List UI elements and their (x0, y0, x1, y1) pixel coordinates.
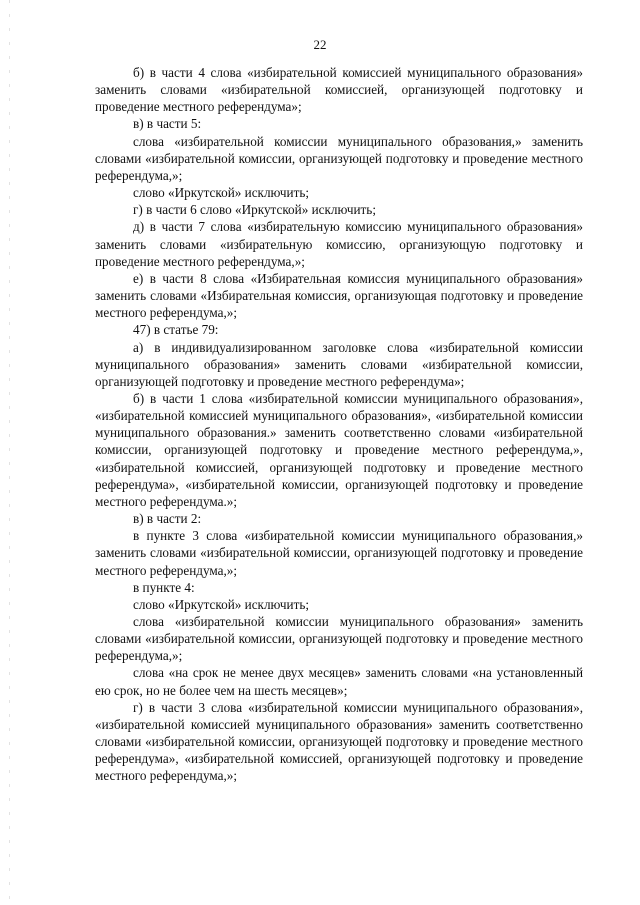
document-body (95, 64, 583, 785)
paragraph-79v-p4: в пункте 4: (133, 579, 195, 595)
paragraph-79g: г) в части 3 слова «избирательной комиссии муниципального образования», «избирательной комиссией муниципального образования» заменить соответственно словами «избирательной комиссии, организующей подготовку и проведение местного референдума», «избирательной комиссией, организующей подготовку и проведение местного референдума,»; (95, 699, 583, 784)
paragraph-79v: в) в части 2: (133, 511, 202, 527)
paragraph-79v-p4-words: слова «избирательной комиссии муниципального образования» заменить словами «избирательной комиссии, организующей подготовку и проведение местного референдума,»; (95, 614, 583, 664)
scan-edge-artifact (9, 0, 10, 905)
paragraph-7d: д) в части 7 слова «избирательную комиссию муниципального образования» заменить словами «избирательную комиссию, организующую подготовку и проведение местного референдума,»; (95, 219, 583, 269)
paragraph-5v-irkutsk: слово «Иркутской» исключить; (133, 185, 310, 201)
page-number: 22 (313, 37, 327, 52)
paragraph-79v-p3: в пункте 3 слова «избирательной комиссии муниципального образования,» заменить словами «избирательной комиссии, организующей подготовку и проведение местного референдума,»; (95, 528, 583, 578)
paragraph-79v-p4-irkutsk: слово «Иркутской» исключить; (133, 596, 310, 612)
paragraph-79a: а) в индивидуализированном заголовке слова «избирательной комиссии муниципального образования» заменить словами «избирательной комиссии, организующей подготовку и проведение местного референдума»; (95, 339, 583, 389)
paragraph-47: 47) в статье 79: (133, 322, 219, 338)
paragraph-79v-p4-term: слова «на срок не менее двух месяцев» заменить словами «на установленный ею срок, но не более чем на шесть месяцев»; (95, 665, 583, 698)
paragraph-5v: в) в части 5: (133, 116, 202, 132)
paragraph-4b: б) в части 4 слова «избирательной комиссией муниципального образования» заменить словами «избирательной комиссией, организующей подготовку и проведение местного референдума»; (95, 65, 583, 115)
paragraph-79b: б) в части 1 слова «избирательной комиссии муниципального образования», «избирательной комиссией муниципального образования», «избирательной комиссии муниципального образования.» заменить соответственно словами «избирательной комиссии, организующей подготовку и проведение местного референдума,», «избирательной комиссией, организующей подготовку и проведение местного референдума», «избирательной комиссии, организующей подготовку и проведение местного референдума.»; (95, 390, 583, 509)
paragraph-8e: е) в части 8 слова «Избирательная комиссия муниципального образования» заменить словами «Избирательная комиссия, организующая подготовку и проведение местного референдума,»; (95, 270, 583, 321)
paragraph-6g: г) в части 6 слово «Иркутской» исключить; (133, 202, 376, 218)
paragraph-5v-words: слова «избирательной комиссии муниципального образования,» заменить словами «избирательной комиссии, организующей подготовку и проведение местного референдума,»; (95, 133, 583, 183)
